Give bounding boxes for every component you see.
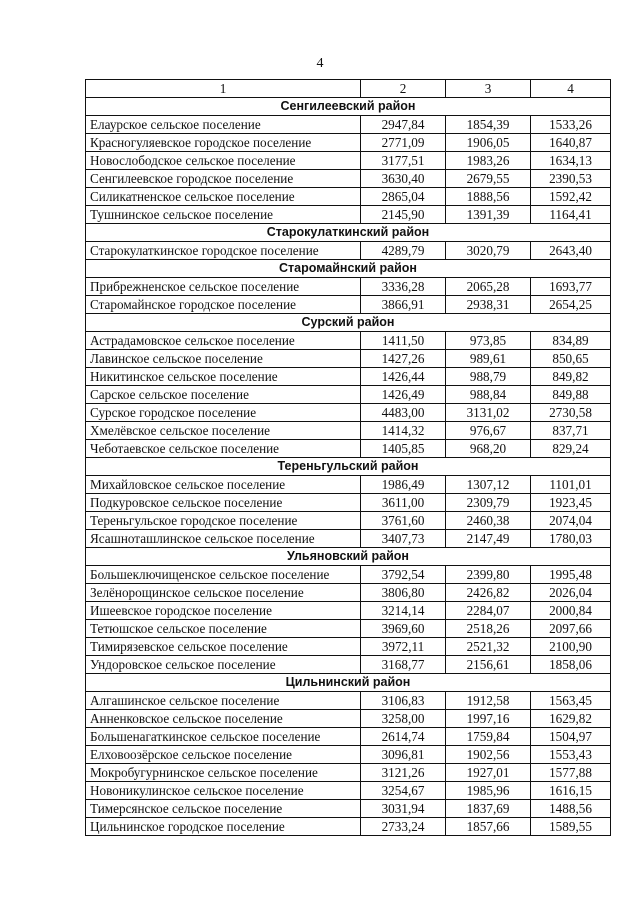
table-row — [86, 728, 611, 746]
table-row — [86, 422, 611, 440]
value-cell-col2: 3630,40 — [361, 170, 446, 188]
settlement-name-cell: Хмелёвское сельское поселение — [86, 422, 361, 440]
value-cell-col2: 3969,60 — [361, 620, 446, 638]
settlement-name-cell: Никитинское сельское поселение — [86, 368, 361, 386]
value-cell-col2: 2771,09 — [361, 134, 446, 152]
value-cell-col3: 1759,84 — [446, 728, 531, 746]
value-cell-col2: 3611,00 — [361, 494, 446, 512]
district-row — [86, 314, 611, 332]
value-cell-col3: 968,20 — [446, 440, 531, 458]
value-cell-col2: 3031,94 — [361, 800, 446, 818]
value-cell-col3: 988,84 — [446, 386, 531, 404]
table-row — [86, 278, 611, 296]
value-cell-col2: 3336,28 — [361, 278, 446, 296]
value-cell-col4: 2730,58 — [531, 404, 611, 422]
district-heading: Старомайнский район — [86, 260, 611, 278]
value-cell-col4: 2390,53 — [531, 170, 611, 188]
settlement-name-cell: Прибрежненское сельское поселение — [86, 278, 361, 296]
value-cell-col4: 1858,06 — [531, 656, 611, 674]
table-row — [86, 602, 611, 620]
table-row — [86, 584, 611, 602]
value-cell-col2: 1414,32 — [361, 422, 446, 440]
value-cell-col3: 989,61 — [446, 350, 531, 368]
settlement-name-cell: Старомайнское городское поселение — [86, 296, 361, 314]
value-cell-col2: 3177,51 — [361, 152, 446, 170]
value-cell-col4: 1533,26 — [531, 116, 611, 134]
value-cell-col3: 3131,02 — [446, 404, 531, 422]
settlement-name-cell: Михайловское сельское поселение — [86, 476, 361, 494]
settlement-name-cell: Ясашноташлинское сельское поселение — [86, 530, 361, 548]
district-heading: Старокулаткинский район — [86, 224, 611, 242]
value-cell-col4: 2026,04 — [531, 584, 611, 602]
value-cell-col4: 834,89 — [531, 332, 611, 350]
table-row — [86, 620, 611, 638]
value-cell-col2: 2865,04 — [361, 188, 446, 206]
value-cell-col2: 3972,11 — [361, 638, 446, 656]
value-cell-col4: 2000,84 — [531, 602, 611, 620]
table-row — [86, 656, 611, 674]
table-row — [86, 494, 611, 512]
value-cell-col3: 2679,55 — [446, 170, 531, 188]
value-cell-col3: 1997,16 — [446, 710, 531, 728]
settlement-name-cell: Зелёнорощинское сельское поселение — [86, 584, 361, 602]
value-cell-col3: 2518,26 — [446, 620, 531, 638]
value-cell-col4: 1640,87 — [531, 134, 611, 152]
value-cell-col4: 849,88 — [531, 386, 611, 404]
settlement-name-cell: Елаурское сельское поселение — [86, 116, 361, 134]
header-row — [86, 80, 611, 98]
value-cell-col4: 1577,88 — [531, 764, 611, 782]
settlement-name-cell: Тимирязевское сельское поселение — [86, 638, 361, 656]
value-cell-col4: 1616,15 — [531, 782, 611, 800]
settlement-name-cell: Тимерсянское сельское поселение — [86, 800, 361, 818]
settlement-name-cell: Большеключищенское сельское поселение — [86, 566, 361, 584]
value-cell-col3: 2460,38 — [446, 512, 531, 530]
table-row — [86, 242, 611, 260]
value-cell-col2: 1427,26 — [361, 350, 446, 368]
settlement-name-cell: Новоникулинское сельское поселение — [86, 782, 361, 800]
value-cell-col3: 973,85 — [446, 332, 531, 350]
table-row — [86, 134, 611, 152]
value-cell-col4: 1923,45 — [531, 494, 611, 512]
value-cell-col2: 4483,00 — [361, 404, 446, 422]
value-cell-col2: 2733,24 — [361, 818, 446, 836]
value-cell-col2: 3168,77 — [361, 656, 446, 674]
settlement-name-cell: Сенгилеевское городское поселение — [86, 170, 361, 188]
value-cell-col4: 1553,43 — [531, 746, 611, 764]
settlement-name-cell: Мокробугурнинское сельское поселение — [86, 764, 361, 782]
value-cell-col3: 1912,58 — [446, 692, 531, 710]
settlement-name-cell: Тетюшское сельское поселение — [86, 620, 361, 638]
settlement-name-cell: Цильнинское городское поселение — [86, 818, 361, 836]
page-number: 4 — [316, 56, 324, 71]
value-cell-col4: 850,65 — [531, 350, 611, 368]
table-row — [86, 530, 611, 548]
value-cell-col4: 2100,90 — [531, 638, 611, 656]
settlement-name-cell: Алгашинское сельское поселение — [86, 692, 361, 710]
settlement-name-cell: Новослободское сельское поселение — [86, 152, 361, 170]
value-cell-col3: 1888,56 — [446, 188, 531, 206]
value-cell-col4: 1995,48 — [531, 566, 611, 584]
value-cell-col4: 837,71 — [531, 422, 611, 440]
settlement-name-cell: Анненковское сельское поселение — [86, 710, 361, 728]
table-row — [86, 746, 611, 764]
district-row — [86, 458, 611, 476]
settlement-name-cell: Тушнинское сельское поселение — [86, 206, 361, 224]
table-row — [86, 152, 611, 170]
table-row — [86, 692, 611, 710]
value-cell-col4: 2074,04 — [531, 512, 611, 530]
value-cell-col4: 1563,45 — [531, 692, 611, 710]
value-cell-col3: 1307,12 — [446, 476, 531, 494]
value-cell-col3: 1983,26 — [446, 152, 531, 170]
table-row — [86, 170, 611, 188]
district-row — [86, 548, 611, 566]
value-cell-col4: 1164,41 — [531, 206, 611, 224]
value-cell-col3: 1927,01 — [446, 764, 531, 782]
value-cell-col3: 2426,82 — [446, 584, 531, 602]
settlement-name-cell: Сурское городское поселение — [86, 404, 361, 422]
district-row — [86, 224, 611, 242]
value-cell-col2: 3254,67 — [361, 782, 446, 800]
value-cell-col4: 1629,82 — [531, 710, 611, 728]
column-header: 3 — [446, 80, 531, 98]
value-cell-col4: 1592,42 — [531, 188, 611, 206]
settlement-name-cell: Силикатненское сельское поселение — [86, 188, 361, 206]
value-cell-col3: 2065,28 — [446, 278, 531, 296]
value-cell-col2: 3258,00 — [361, 710, 446, 728]
table-row — [86, 116, 611, 134]
value-cell-col4: 1634,13 — [531, 152, 611, 170]
table-row — [86, 188, 611, 206]
data-table — [85, 79, 611, 836]
table-row — [86, 206, 611, 224]
settlement-name-cell: Красногуляевское городское поселение — [86, 134, 361, 152]
district-row — [86, 98, 611, 116]
district-heading: Цильнинский район — [86, 674, 611, 692]
value-cell-col3: 2399,80 — [446, 566, 531, 584]
value-cell-col3: 3020,79 — [446, 242, 531, 260]
settlement-name-cell: Ундоровское сельское поселение — [86, 656, 361, 674]
value-cell-col4: 1589,55 — [531, 818, 611, 836]
value-cell-col2: 3407,73 — [361, 530, 446, 548]
value-cell-col3: 2284,07 — [446, 602, 531, 620]
table-row — [86, 818, 611, 836]
value-cell-col2: 2614,74 — [361, 728, 446, 746]
district-row — [86, 260, 611, 278]
table-row — [86, 368, 611, 386]
value-cell-col4: 1693,77 — [531, 278, 611, 296]
value-cell-col4: 1504,97 — [531, 728, 611, 746]
value-cell-col3: 2309,79 — [446, 494, 531, 512]
table-row — [86, 710, 611, 728]
value-cell-col2: 1426,44 — [361, 368, 446, 386]
table-row — [86, 800, 611, 818]
district-heading: Тереньгульский район — [86, 458, 611, 476]
value-cell-col3: 1857,66 — [446, 818, 531, 836]
value-cell-col4: 1488,56 — [531, 800, 611, 818]
value-cell-col2: 3806,80 — [361, 584, 446, 602]
table-row — [86, 404, 611, 422]
value-cell-col2: 1405,85 — [361, 440, 446, 458]
value-cell-col4: 2654,25 — [531, 296, 611, 314]
value-cell-col3: 1985,96 — [446, 782, 531, 800]
value-cell-col2: 3792,54 — [361, 566, 446, 584]
column-header: 1 — [86, 80, 361, 98]
settlement-name-cell: Сарское сельское поселение — [86, 386, 361, 404]
value-cell-col3: 988,79 — [446, 368, 531, 386]
district-heading: Сурский район — [86, 314, 611, 332]
value-cell-col2: 3761,60 — [361, 512, 446, 530]
district-heading: Ульяновский район — [86, 548, 611, 566]
value-cell-col2: 3096,81 — [361, 746, 446, 764]
table-row — [86, 386, 611, 404]
value-cell-col2: 3106,83 — [361, 692, 446, 710]
column-header: 2 — [361, 80, 446, 98]
settlement-name-cell: Подкуровское сельское поселение — [86, 494, 361, 512]
table-body — [86, 98, 611, 836]
value-cell-col3: 2147,49 — [446, 530, 531, 548]
settlement-name-cell: Большенагаткинское сельское поселение — [86, 728, 361, 746]
settlement-name-cell: Старокулаткинское городское поселение — [86, 242, 361, 260]
column-header: 4 — [531, 80, 611, 98]
value-cell-col4: 829,24 — [531, 440, 611, 458]
value-cell-col2: 2145,90 — [361, 206, 446, 224]
table-row — [86, 512, 611, 530]
value-cell-col4: 1780,03 — [531, 530, 611, 548]
settlement-name-cell: Лавинское сельское поселение — [86, 350, 361, 368]
table-row — [86, 476, 611, 494]
value-cell-col2: 1411,50 — [361, 332, 446, 350]
table-row — [86, 332, 611, 350]
settlement-name-cell: Тереньгульское городское поселение — [86, 512, 361, 530]
value-cell-col3: 1837,69 — [446, 800, 531, 818]
table-row — [86, 296, 611, 314]
value-cell-col3: 2521,32 — [446, 638, 531, 656]
table-row — [86, 782, 611, 800]
settlement-name-cell: Елховоозёрское сельское поселение — [86, 746, 361, 764]
value-cell-col4: 1101,01 — [531, 476, 611, 494]
value-cell-col3: 1391,39 — [446, 206, 531, 224]
value-cell-col2: 3866,91 — [361, 296, 446, 314]
table-row — [86, 566, 611, 584]
value-cell-col3: 1854,39 — [446, 116, 531, 134]
district-heading: Сенгилеевский район — [86, 98, 611, 116]
value-cell-col2: 3121,26 — [361, 764, 446, 782]
table-row — [86, 350, 611, 368]
value-cell-col2: 1986,49 — [361, 476, 446, 494]
value-cell-col2: 3214,14 — [361, 602, 446, 620]
value-cell-col4: 2097,66 — [531, 620, 611, 638]
value-cell-col2: 4289,79 — [361, 242, 446, 260]
settlement-name-cell: Астрадамовское сельское поселение — [86, 332, 361, 350]
value-cell-col4: 2643,40 — [531, 242, 611, 260]
value-cell-col2: 2947,84 — [361, 116, 446, 134]
value-cell-col3: 976,67 — [446, 422, 531, 440]
value-cell-col3: 1902,56 — [446, 746, 531, 764]
value-cell-col3: 2938,31 — [446, 296, 531, 314]
settlement-name-cell: Чеботаевское сельское поселение — [86, 440, 361, 458]
value-cell-col3: 2156,61 — [446, 656, 531, 674]
district-row — [86, 674, 611, 692]
settlement-name-cell: Ишеевское городское поселение — [86, 602, 361, 620]
value-cell-col4: 849,82 — [531, 368, 611, 386]
value-cell-col3: 1906,05 — [446, 134, 531, 152]
table-row — [86, 440, 611, 458]
table-row — [86, 638, 611, 656]
value-cell-col2: 1426,49 — [361, 386, 446, 404]
table-row — [86, 764, 611, 782]
